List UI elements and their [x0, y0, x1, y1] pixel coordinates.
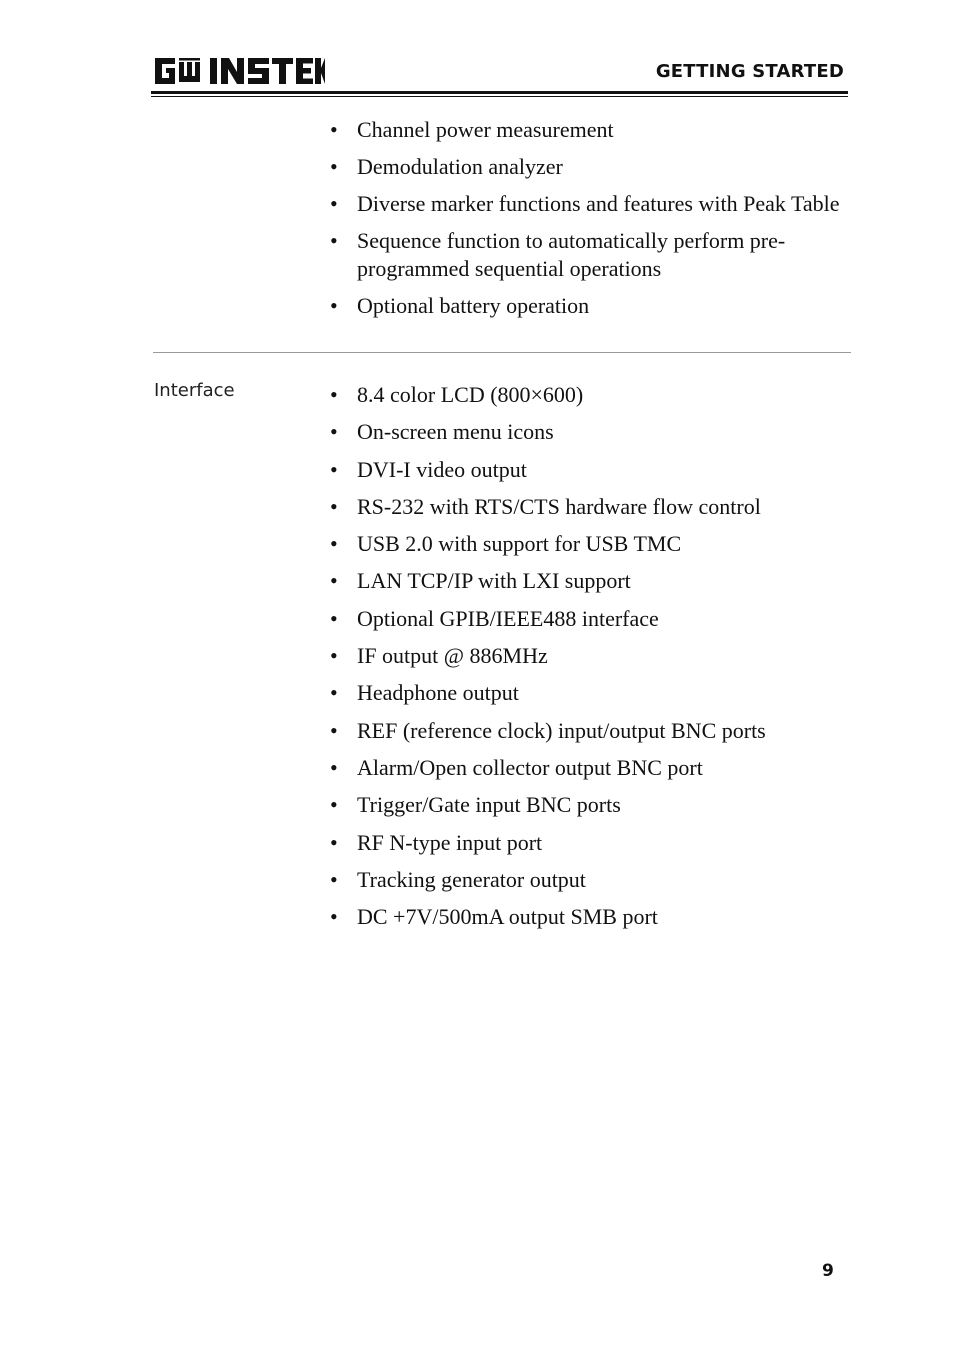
list-item: • Sequence function to automatically perform pre-programmed sequential operations — [330, 227, 850, 283]
list-item: • USB 2.0 with support for USB TMC — [330, 530, 850, 558]
list-item: • 8.4 color LCD (800×600) — [330, 381, 850, 409]
features-list — [330, 116, 850, 329]
section-title: GETTING STARTED — [655, 61, 844, 82]
page-number: 9 — [822, 1261, 834, 1281]
list-item: • IF output @ 886MHz — [330, 642, 850, 670]
list-item: • RF N-type input port — [330, 829, 850, 857]
list-item: • RS-232 with RTS/CTS hardware flow control — [330, 493, 850, 521]
list-item: • REF (reference clock) input/output BNC ports — [330, 717, 850, 745]
list-item: • Channel power measurement — [330, 116, 850, 144]
list-item: • On-screen menu icons — [330, 418, 850, 446]
list-item: • Optional GPIB/IEEE488 interface — [330, 605, 850, 633]
header-rule-thin — [151, 96, 848, 97]
list-item: • LAN TCP/IP with LXI support — [330, 567, 850, 595]
list-item: • Diverse marker functions and features with Peak Table — [330, 190, 850, 218]
list-item: • Optional battery operation — [330, 292, 850, 320]
list-item: • Alarm/Open collector output BNC port — [330, 754, 850, 782]
interface-label: Interface — [154, 380, 235, 401]
interface-list — [330, 381, 850, 940]
list-item: • DC +7V/500mA output SMB port — [330, 903, 850, 931]
list-item: • Tracking generator output — [330, 866, 850, 894]
row-divider — [153, 352, 851, 353]
list-item: • Demodulation analyzer — [330, 153, 850, 181]
gw-instek-logo — [153, 56, 325, 86]
list-item: • Trigger/Gate input BNC ports — [330, 791, 850, 819]
list-item: • Headphone output — [330, 679, 850, 707]
list-item: • DVI-I video output — [330, 456, 850, 484]
header-rule-thick — [151, 91, 848, 94]
